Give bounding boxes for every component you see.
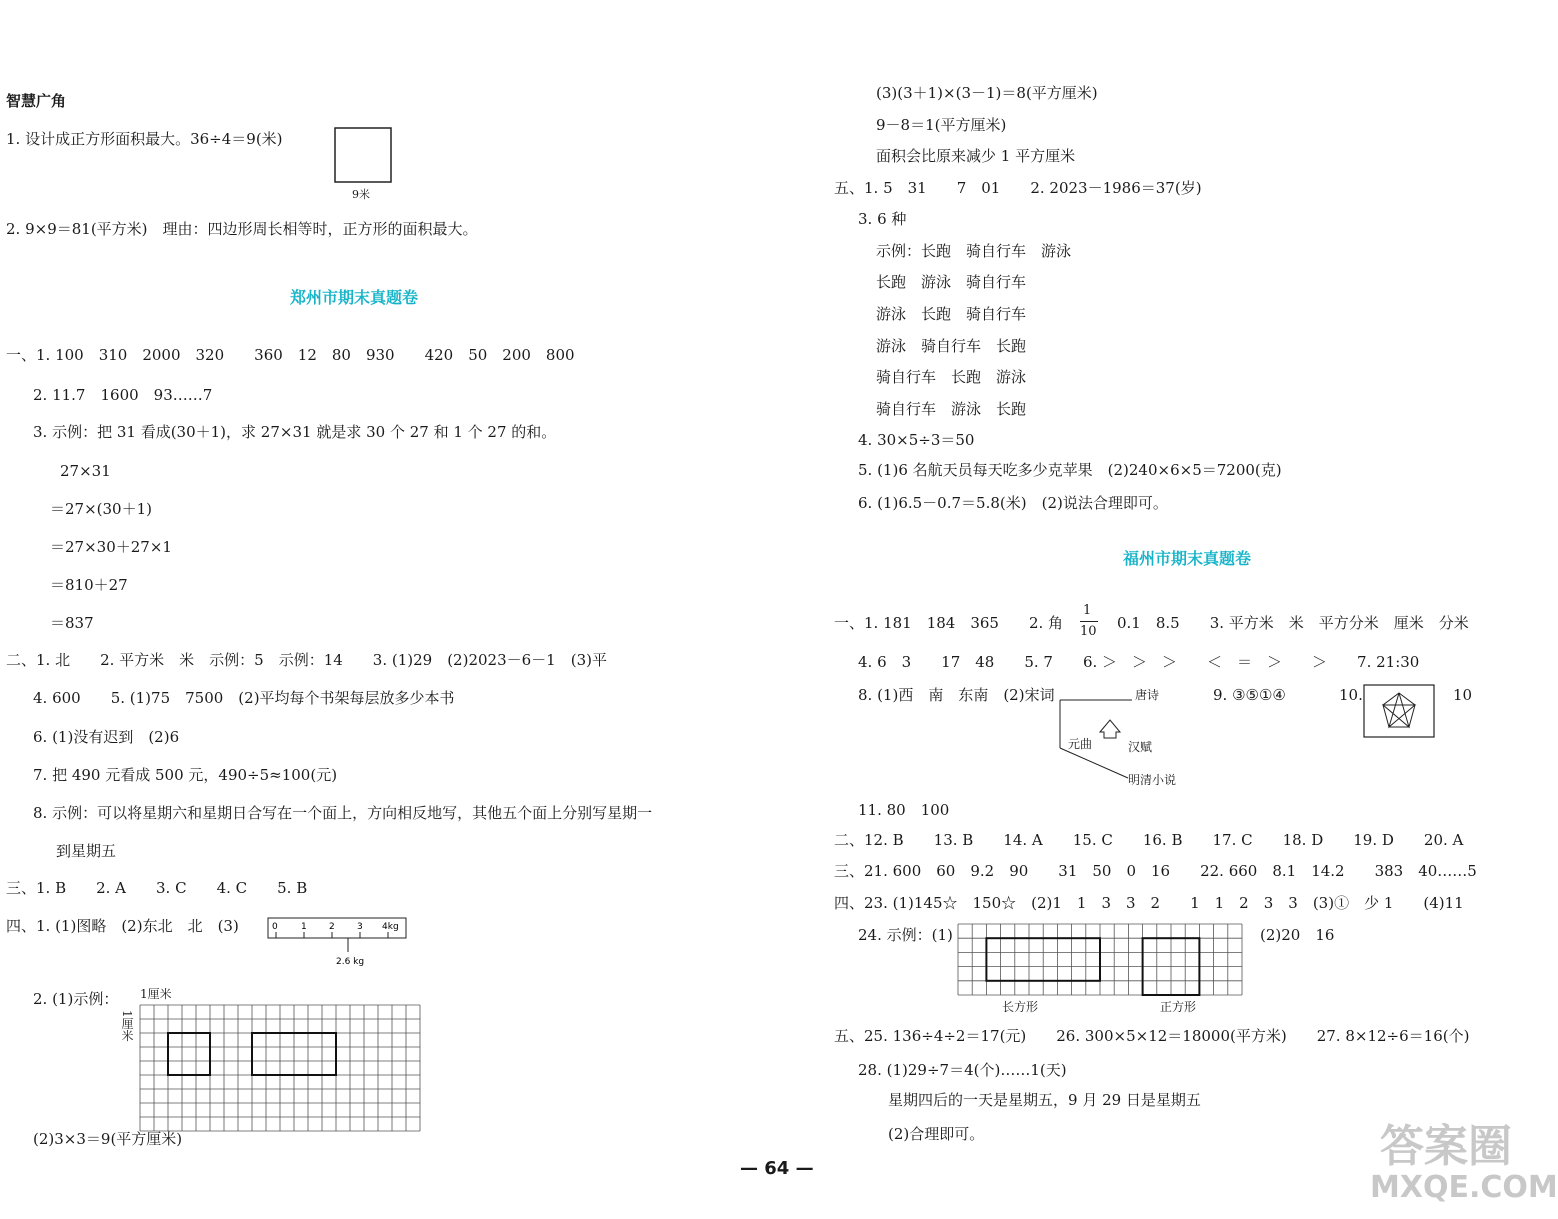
grid-shape: [168, 1033, 210, 1075]
fz-1-1b: 0.1 8.5 3. 平方米 米 平方分米 厘米 分米: [1117, 614, 1469, 632]
fz-1-11: 11. 80 100: [858, 801, 950, 819]
pentagram-figure: [1364, 685, 1436, 739]
fz-3: 三、21. 600 60 9.2 90 31 50 0 16 22. 660 8.1 14.2 383 40……5: [834, 862, 1477, 880]
fz-5-28c: (2)合理即可。: [888, 1125, 985, 1143]
r5-example: 长跑 游泳 骑自行车: [876, 273, 1027, 291]
r5-example: 骑自行车 长跑 游泳: [876, 368, 1027, 386]
grid-side-label: 1厘米: [120, 1010, 134, 1042]
watermark-url: MXQE.COM: [1370, 1170, 1558, 1205]
r5-4: 4. 30×5÷3＝50: [858, 431, 975, 449]
zz-2-8: 8. 示例：可以将星期六和星期日合写在一个面上，方向相反地写，其他五个面上分别写星期一: [33, 804, 653, 822]
fraction-numerator: 1: [1083, 603, 1092, 618]
fz-5-25: 五、25. 136÷4÷2＝17(元) 26. 300×5×12＝18000(平方米) 27. 8×12÷6＝16(个): [834, 1027, 1470, 1045]
fuzhou-section-title: 福州市期末真题卷: [1123, 549, 1252, 568]
calc-line: ＝27×(30＋1): [50, 500, 152, 518]
r5-example: 骑自行车 游泳 长跑: [876, 400, 1027, 418]
fraction-bar: [1080, 621, 1098, 622]
fz-1-9: 9. ③⑤①④: [1213, 686, 1286, 704]
zz-1-2: 2. 11.7 1600 93……7: [33, 386, 213, 404]
r-line-1: (3)(3＋1)×(3－1)＝8(平方厘米): [876, 84, 1098, 102]
zz-2-6: 6. (1)没有迟到 (2)6: [33, 728, 180, 746]
map-label: 唐诗: [1135, 688, 1160, 702]
left-grid-figure: [140, 1005, 430, 1130]
page-number: — 64 —: [740, 1158, 814, 1179]
r-line-2: 9－8＝1(平方厘米): [876, 116, 1007, 134]
scale-tick: 2: [329, 922, 335, 932]
r5-1: 五、1. 5 31 7 01 2. 2023－1986＝37(岁): [834, 179, 1202, 197]
grid-shape-label: 长方形: [1002, 1000, 1039, 1014]
watermark-logo: 答案圈: [1380, 1121, 1512, 1172]
fz-1-10-value: 10: [1453, 686, 1473, 704]
r5-example: 游泳 骑自行车 长跑: [876, 337, 1027, 355]
fz-4-24b: (2)20 16: [1260, 926, 1335, 944]
zz-2-8b: 到星期五: [56, 842, 117, 860]
fz-1-4: 4. 6 3 17 48 5. 7 6. ＞ ＞ ＞ ＜ ＝ ＞ ＞ 7. 21:30: [858, 653, 1420, 671]
scale-reading: 2.6 kg: [336, 957, 365, 967]
fz-1-10: 10.: [1339, 686, 1363, 704]
fz-2: 二、12. B 13. B 14. A 15. C 16. B 17. C 18. D 19. D 20. A: [834, 831, 1464, 849]
grid-shape-label: 正方形: [1160, 1000, 1197, 1014]
zz-4-1: 四、1. (1)图略 (2)东北 北 (3): [6, 917, 239, 935]
calc-line: 27×31: [60, 462, 111, 480]
zz-2-7: 7. 把 490 元看成 500 元，490÷5≈100(元): [33, 766, 338, 784]
zz-2-1: 二、1. 北 2. 平方米 米 示例：5 示例：14 3. (1)29 (2)2023－6－1 (3)平: [6, 651, 607, 669]
fz-5-28b: 星期四后的一天是星期五，9 月 29 日是星期五: [888, 1091, 1201, 1109]
fz-1-8: 8. (1)西 南 东南 (2)宋词: [858, 686, 1055, 704]
map-label: 明清小说: [1128, 773, 1177, 787]
scale-tick: 4kg: [382, 922, 399, 932]
zz-4-2b: (2)3×3＝9(平方厘米): [33, 1130, 183, 1148]
zhengzhou-section-title: 郑州市期末真题卷: [290, 288, 419, 307]
zz-1-1: 一、1. 100 310 2000 320 360 12 80 930 420 50 200 800: [6, 346, 575, 364]
fz-5-28: 28. (1)29÷7＝4(个)……1(天): [858, 1061, 1067, 1079]
scale-tick: 0: [272, 922, 278, 932]
calc-line: ＝27×30＋27×1: [50, 538, 172, 556]
r5-example: 示例：长跑 骑自行车 游泳: [876, 242, 1072, 260]
smart-corner-title: 智慧广角: [6, 92, 67, 110]
square-label: 9米: [352, 188, 370, 201]
zz-3: 三、1. B 2. A 3. C 4. C 5. B: [6, 879, 308, 897]
fz-1-1a: 一、1. 181 184 365 2. 角: [834, 614, 1064, 632]
fz-4-24: 24. 示例：(1): [858, 926, 953, 944]
right-grid-figure: [958, 924, 1248, 999]
calc-line: ＝810＋27: [50, 576, 128, 594]
r5-3: 3. 6 种: [858, 210, 907, 228]
scale-tick: 1: [301, 922, 307, 932]
map-label: 汉赋: [1128, 740, 1153, 754]
r5-6: 6. (1)6.5－0.7＝5.8(米) (2)说法合理即可。: [858, 494, 1168, 512]
scale-ruler: [268, 918, 408, 968]
map-label: 元曲: [1068, 737, 1093, 751]
fraction-denominator: 10: [1080, 624, 1097, 639]
scale-tick: 3: [357, 922, 363, 932]
r-line-3: 面积会比原来减少 1 平方厘米: [876, 147, 1076, 165]
smart-q1: 1. 设计成正方形面积最大。36÷4＝9(米): [6, 130, 283, 148]
zz-4-2: 2. (1)示例：: [33, 990, 119, 1008]
r5-5: 5. (1)6 名航天员每天吃多少克苹果 (2)240×6×5＝7200(克): [858, 461, 1282, 479]
grid-top-label: 1厘米: [140, 987, 172, 1001]
r5-example: 游泳 长跑 骑自行车: [876, 305, 1027, 323]
smart-q2: 2. 9×9＝81(平方米) 理由：四边形周长相等时，正方形的面积最大。: [6, 220, 478, 238]
calc-line: ＝837: [50, 614, 94, 632]
zz-1-3: 3. 示例：把 31 看成(30＋1)，求 27×31 就是求 30 个 27 和 1 个 27 的和。: [33, 423, 557, 441]
zz-2-4: 4. 600 5. (1)75 7500 (2)平均每个书架每层放多少本书: [33, 689, 455, 707]
fz-4-23: 四、23. (1)145☆ 150☆ (2)1 1 3 3 2 1 1 2 3 3 (3)① 少 1 (4)11: [834, 894, 1464, 912]
